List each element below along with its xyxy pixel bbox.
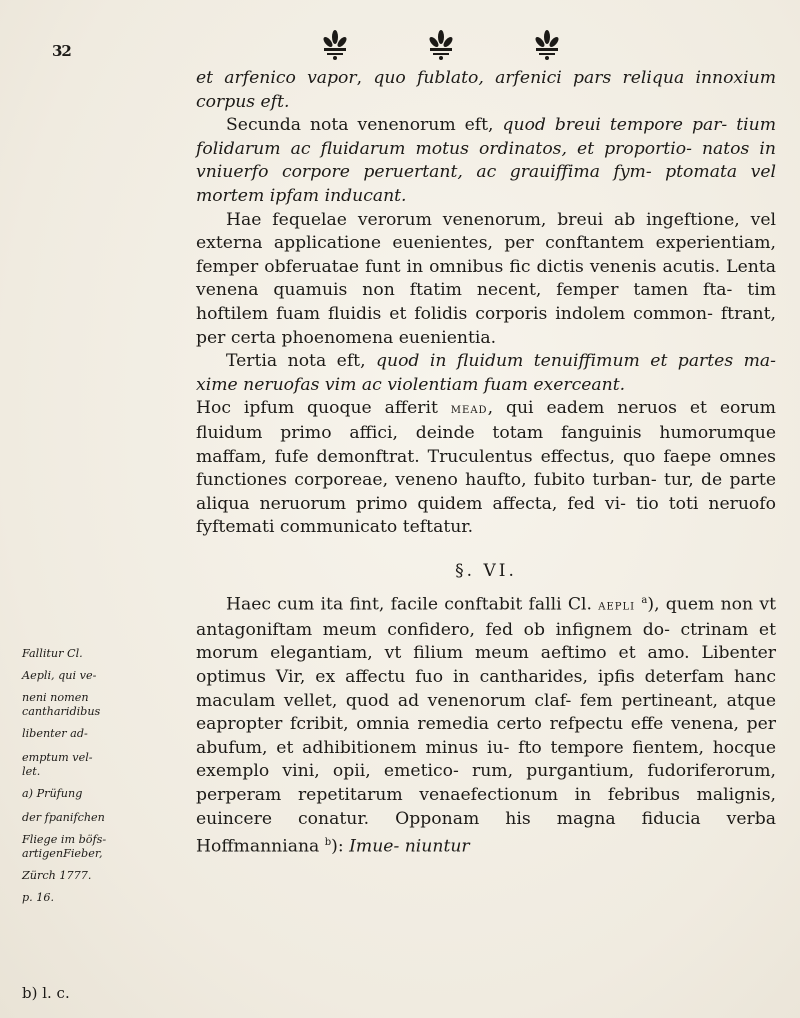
margin-note-title: Fallitur Cl. xyxy=(22,647,83,660)
text-span: Haec cum ita fint, facile conftabit falli Cl. xyxy=(226,595,599,616)
text-span: quod breui tempore par- tium folidarum ac fluidarum motus ordinatos, et proportio- natos in vniuerfo corpore peruertant, ac grauiffima fym- ptomata vel mortem ipfam inducant. xyxy=(196,115,776,206)
flower-ornament-icon xyxy=(318,28,352,62)
author-name: aepli xyxy=(598,598,636,615)
paragraph-sequelae: Hae fequelae verorum venenorum, breui ab ingeftione, vel externa applicatione euenientes, per conftantem experientiam, femper obferuatae funt in omnibus fic dictis venenis acutis. Lenta venena quamuis non ftatim necent, femper tamen fta- tim hoftilem fuam fluidis et folidis corporis indolem common- ftrant, per certa phoenomena euenientia. xyxy=(196,209,776,348)
text-span: Secunda nota venenorum eft, xyxy=(226,115,503,136)
section-heading: §. VI. xyxy=(455,560,517,581)
text-span: quod in fluidum tenuiffimum et partes ma- xime neruofas vim ac violentiam fuam exerceant. xyxy=(196,351,776,395)
paragraph-second-note xyxy=(196,114,776,208)
margin-footnote-line: Fliege im böfs- xyxy=(22,833,107,846)
margin-note-line: emptum vel- xyxy=(22,751,93,764)
margin-note-line: cantharidibus xyxy=(22,705,101,718)
paragraph-mead xyxy=(196,397,776,540)
text-span: , xyxy=(356,68,374,88)
paragraph-continuation xyxy=(196,67,776,114)
text-span: ): xyxy=(331,836,350,857)
header-ornaments xyxy=(318,28,618,62)
flower-ornament-icon xyxy=(424,28,458,62)
margin-footnote-line: artigenFieber, xyxy=(22,847,103,860)
text-span: et arfenico vapor xyxy=(196,68,357,88)
text-span: , qui eadem neruos et eorum fluidum primo affici, deinde totam fanguinis humorumque maffam, fufe demonftrat. Truculentus effectus, quo faepe omnes functiones corporeae, veneno haufto, fubito turban- tur, de parte aliqua neruorum primo quidem affecta, fed vi- tio toti neruofo fyftemati communicato teftatur. xyxy=(196,398,776,538)
main-text xyxy=(196,67,776,859)
text-span: Imue- niuntur xyxy=(349,836,470,857)
margin-footnote-a: a) Prüfung xyxy=(22,787,83,800)
margin-footnote-line: Zürch 1777. xyxy=(22,869,92,882)
text-span: Tertia nota eft, xyxy=(226,351,377,372)
page-number: 32 xyxy=(52,42,71,60)
footnote-b: b) l. c. xyxy=(22,984,70,1002)
margin-note-line: Aepli, qui ve- xyxy=(22,669,97,682)
flower-ornament-icon xyxy=(530,28,564,62)
paragraph-third-note xyxy=(196,350,776,397)
text-span: corpus eft. xyxy=(196,91,290,112)
margin-footnote-line: der fpanifchen xyxy=(22,811,105,824)
margin-note-line: let. xyxy=(22,765,41,778)
text-span: Hoc ipfum quoque afferit xyxy=(196,398,451,419)
margin-note-line: neni nomen xyxy=(22,691,89,704)
margin-note-line: libenter ad- xyxy=(22,727,88,740)
footnote-mark: b xyxy=(324,837,332,849)
margin-footnote-line: p. 16. xyxy=(22,891,55,904)
footnote-mark: a xyxy=(641,595,648,607)
paragraph-aepli xyxy=(196,589,776,859)
author-name: mead xyxy=(450,401,488,418)
text-span: ), quem non vt antagoniftam meum confidero, fed ob infignem do- ctrinam et morum elegantiam, vt filium meum aeftimo et amo. Libenter optimus Vir, ex affectu fuo in cantharides, ipfis deterfam hanc maculam vellet, quod ad venenorum claf- fem pertineant, atque eapropter fcribit, omnia remedia certo refpectu effe venena, per abufum, et adhibitionem minus iu- fto tempore fientem, hocque exemplo vini, opii, emetico- rum, purgantium, fudoriferorum, perperam repetitarum venaefectionum in febribus malignis, euincere conatur. Opponam his magna fiducia verba Hoffmanniana xyxy=(196,595,776,857)
text-span: quo fublato, arfenici pars reliqua innoxium xyxy=(373,68,776,88)
